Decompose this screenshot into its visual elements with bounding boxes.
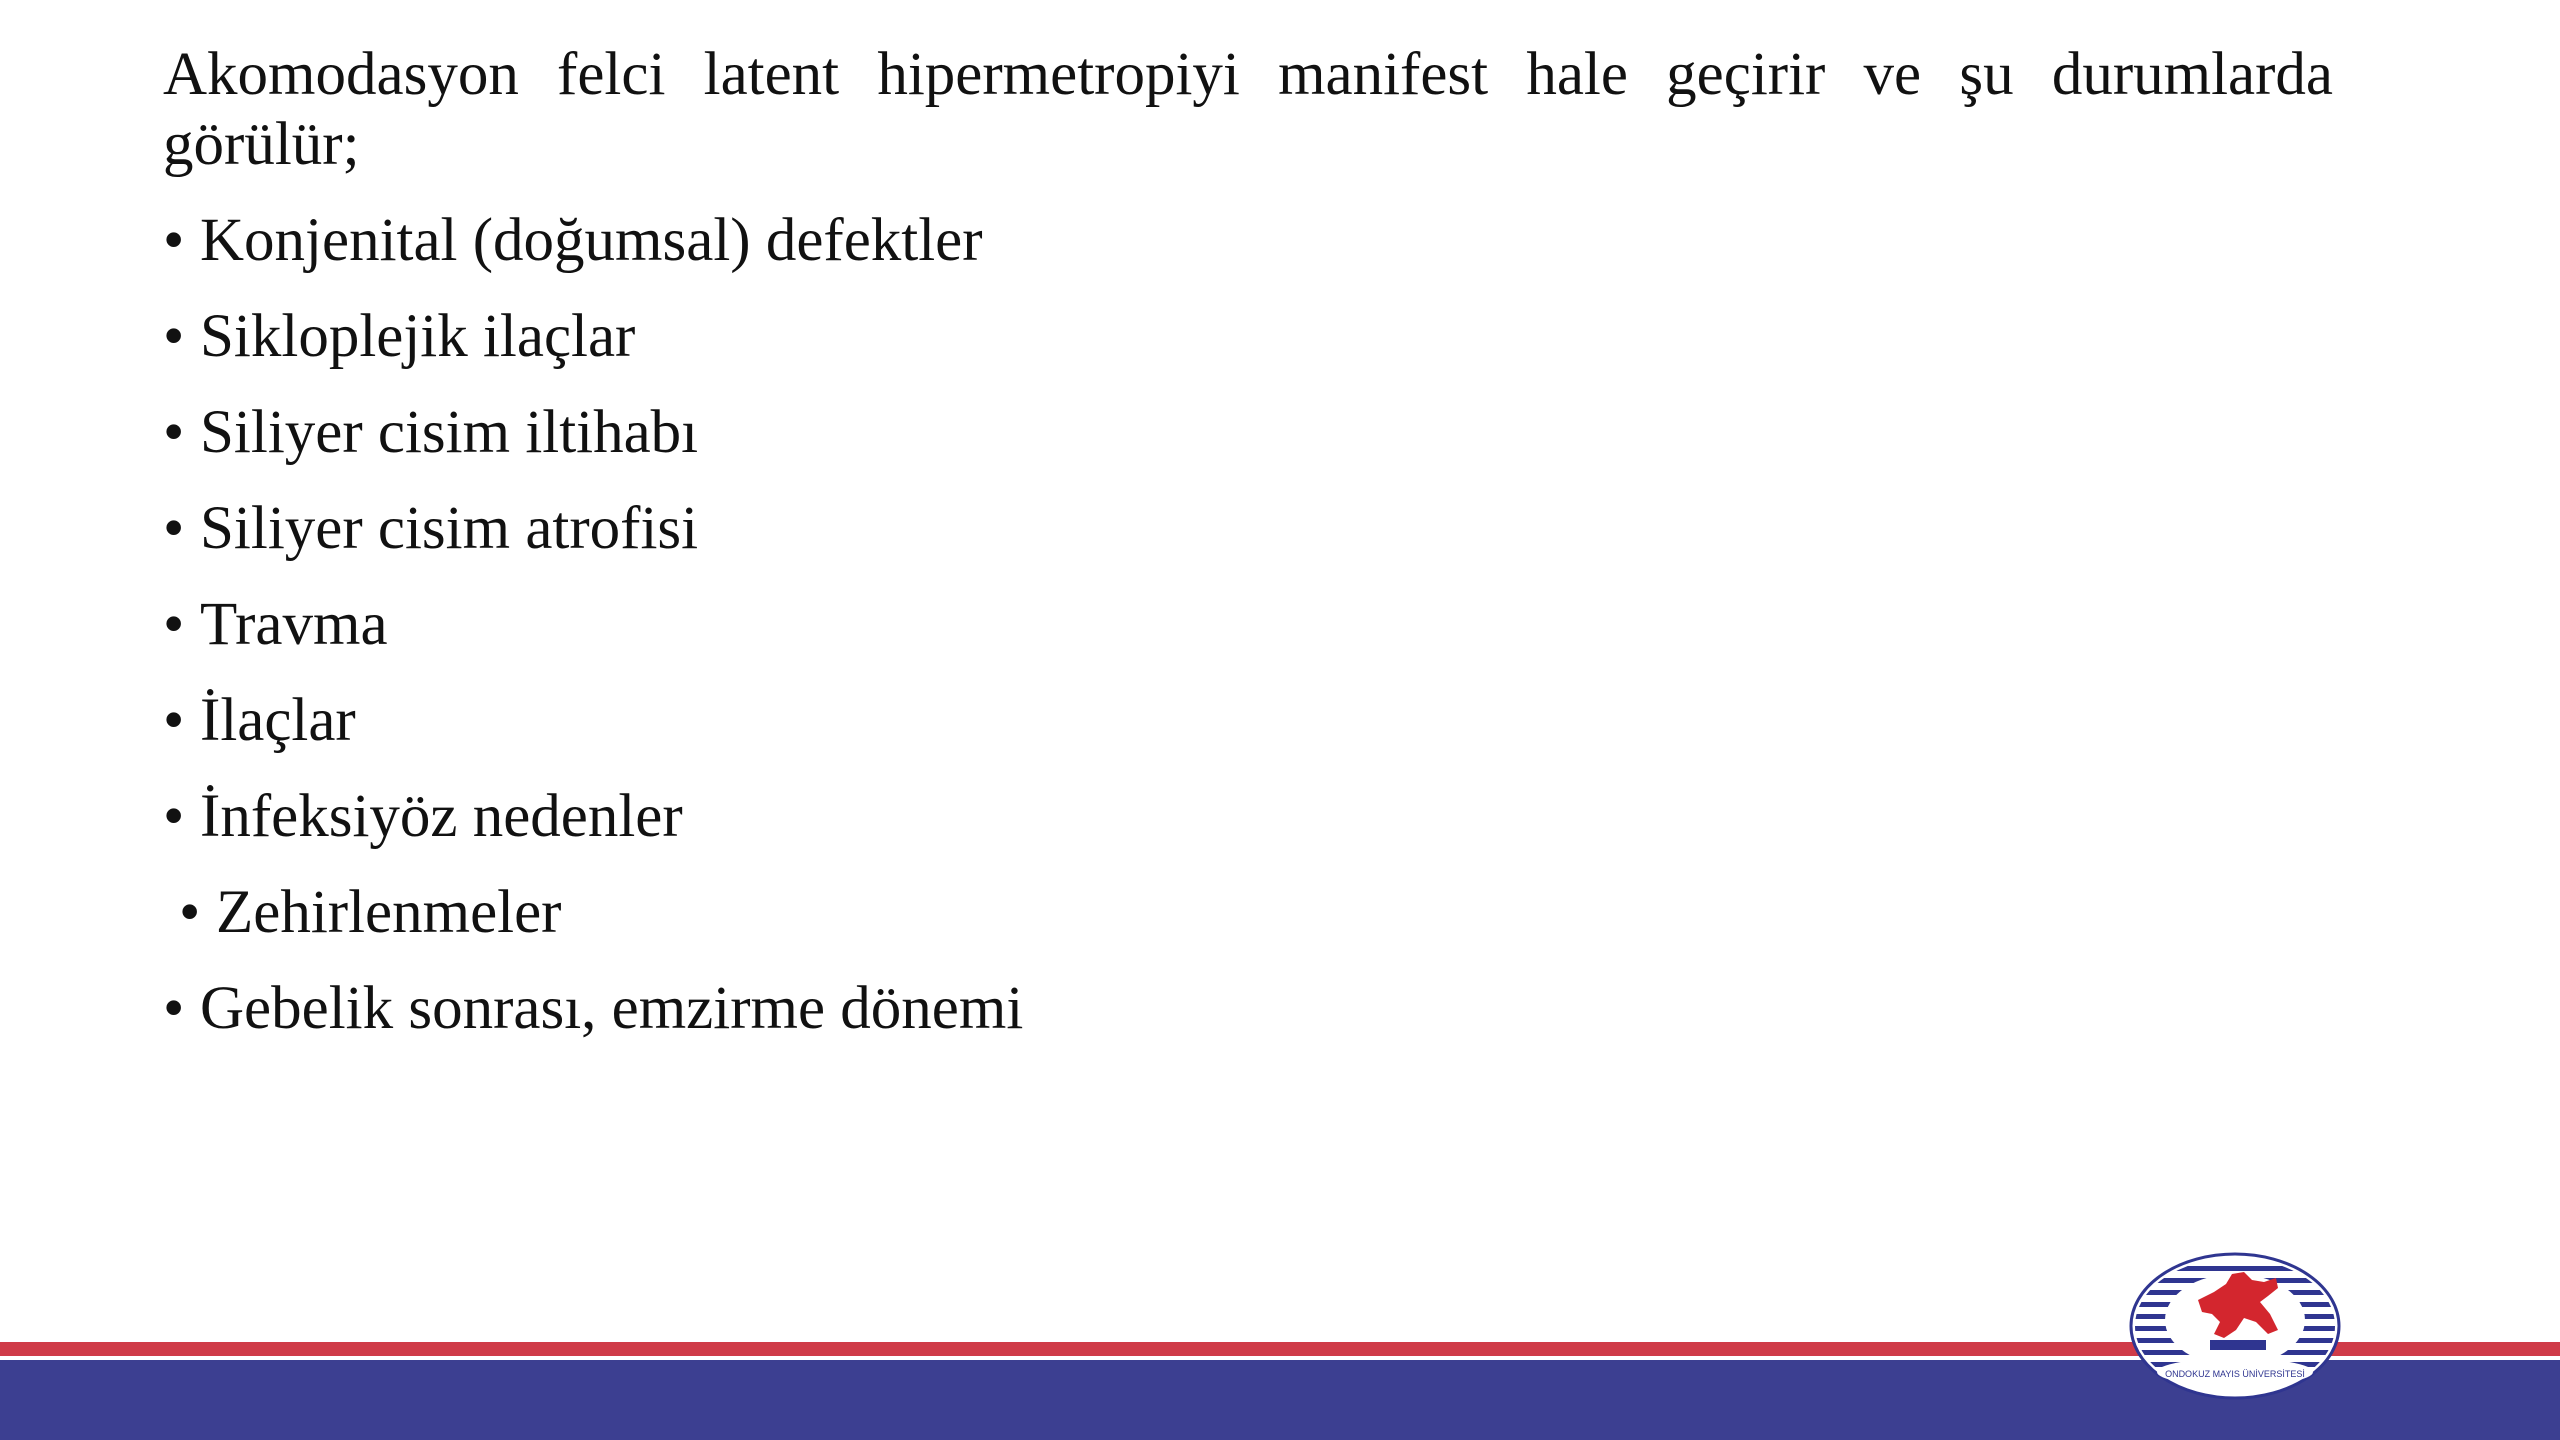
- list-item: [163, 206, 2333, 276]
- list-item-text: Zehirlenmeler: [216, 879, 562, 946]
- bullet-icon: •: [163, 783, 185, 850]
- slide-content: [163, 40, 2333, 1070]
- bullet-icon: •: [163, 591, 185, 658]
- university-seal-logo: [2128, 1252, 2342, 1400]
- list-item: [163, 686, 2333, 756]
- list-item-text: Siliyer cisim atrofisi: [200, 495, 699, 562]
- list-item: [163, 590, 2333, 660]
- list-item: [163, 878, 2333, 948]
- bullet-icon: •: [163, 399, 185, 466]
- list-item-text: İlaçlar: [200, 687, 356, 754]
- bullet-icon: •: [163, 207, 185, 274]
- bullet-icon: •: [163, 687, 185, 754]
- list-item: [163, 494, 2333, 564]
- list-item-text: İnfeksiyöz nedenler: [200, 783, 683, 850]
- list-item-text: Travma: [200, 591, 388, 658]
- list-item-text: Sikloplejik ilaçlar: [200, 303, 636, 370]
- list-item: [163, 782, 2333, 852]
- list-item-text: Gebelik sonrası, emzirme dönemi: [200, 975, 1024, 1042]
- bullet-icon: •: [163, 975, 185, 1042]
- bullet-icon: •: [163, 495, 185, 562]
- intro-paragraph: Akomodasyon felci latent hipermetropiyi manifest hale geçirir ve şu durumlarda görülür;: [163, 41, 2333, 178]
- list-item: [163, 398, 2333, 468]
- bullet-icon: •: [163, 303, 185, 370]
- bullet-icon: •: [179, 879, 201, 946]
- list-item: [163, 974, 2333, 1044]
- list-item: [163, 302, 2333, 372]
- list-item-text: Konjenital (doğumsal) defektler: [200, 207, 983, 274]
- cause-list: [163, 206, 2333, 1044]
- logo-text: ONDOKUZ MAYIS ÜNİVERSİTESİ: [2165, 1369, 2305, 1379]
- list-item-text: Siliyer cisim iltihabı: [200, 399, 699, 466]
